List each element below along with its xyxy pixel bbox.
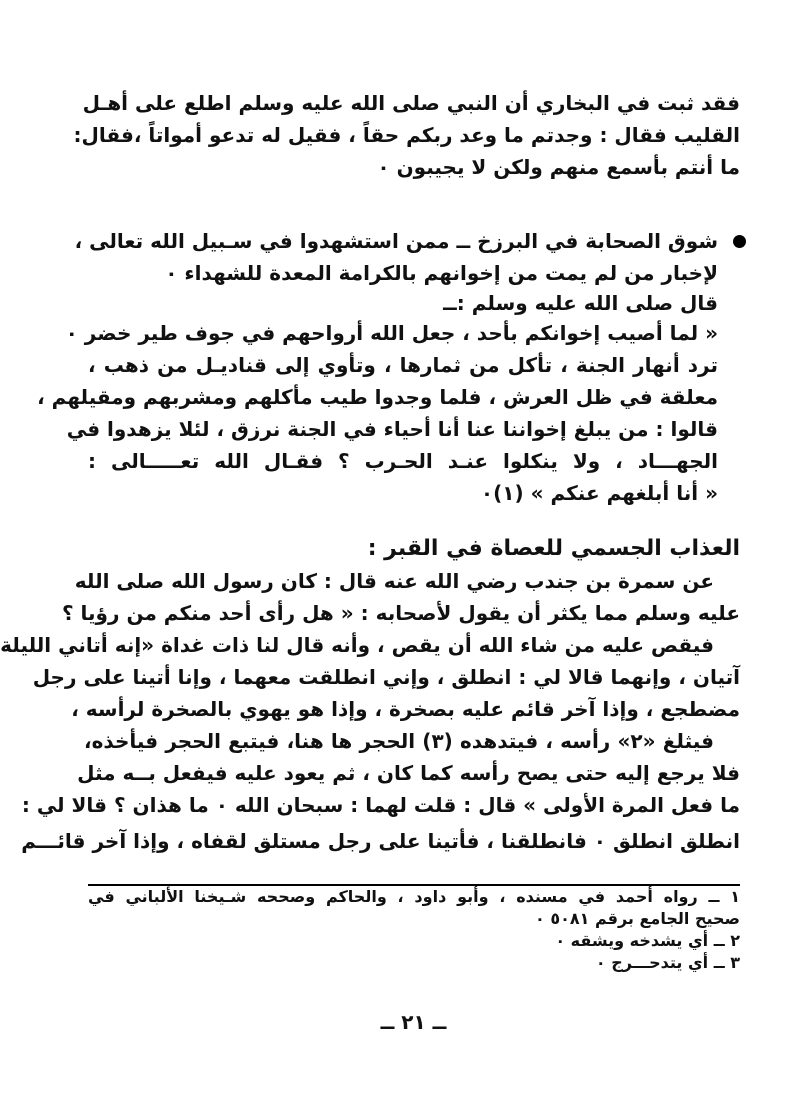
section-line-7: فلا يرجع إليه حتى يصح رأسه كما كان ، ثم يعود عليه فيفعل بــه مثل xyxy=(77,761,740,785)
footnote-2: ٢ ــ أي يشدخه ويشقه ٠ xyxy=(555,931,740,950)
paragraph-2-line-7: قالوا : من يبلغ إخواننا عنا أنا أحياء في الجنة نرزق ، لئلا يزهدوا في xyxy=(66,417,718,441)
section-line-5: مضطجع ، وإذا آخر قائم عليه بصخرة ، وإذا هو يهوي بالصخرة لرأسه ، xyxy=(71,697,740,721)
section-line-3: فيقص عليه من شاء الله أن يقص ، وأنه قال لنا ذات غداة «إنه أتاني الليلة xyxy=(0,633,714,657)
section-line-2: عليه وسلم مما يكثر أن يقول لأصحابه : « هل رأى أحد منكم من رؤيا ؟ xyxy=(61,601,740,625)
paragraph-2-line-4: « لما أصيب إخوانكم بأحد ، جعل الله أرواحهم في جوف طير خضر ٠ xyxy=(65,321,718,345)
bullet-icon xyxy=(733,235,746,248)
paragraph-2-line-1: شوق الصحابة في البرزخ ــ ممن استشهدوا في سـبيل الله تعالى ، xyxy=(74,229,718,253)
section-line-6: فيثلغ «٢» رأسه ، فيتدهده (٣) الحجر ها هنا، فيتبع الحجر فيأخذه، xyxy=(84,729,714,753)
section-line-4: آتيان ، وإنهما قالا لي : انطلق ، وإني انطلقت معهما ، وإنا أتينا على رجل xyxy=(32,665,740,689)
paragraph-1-line-1: فقد ثبت في البخاري أن النبي صلى الله عليه وسلم اطلع على أهـل xyxy=(82,91,740,115)
paragraph-2-line-8: الجهـــاد ، ولا ينكلوا عنـد الحـرب ؟ فقـال الله تعـــــالى : xyxy=(88,449,718,473)
paragraph-1-line-2: القليب فقال : وجدتم ما وعد ربكم حقاً ، فقيل له تدعو أمواتاً ،فقال: xyxy=(73,123,740,147)
footnote-1-line-1: ١ ــ رواه أحمد في مسنده ، وأبو داود ، والحاكم وصححه شـيخنا الألباني في xyxy=(88,887,740,906)
section-line-9: انطلق انطلق ٠ فانطلقنا ، فأتينا على رجل مستلق لقفاه ، وإذا آخر قائـــم xyxy=(21,829,740,853)
section-line-8: ما فعل المرة الأولى » قال : قلت لهما : سبحان الله ٠ ما هذان ؟ قالا لي : xyxy=(21,793,740,817)
section-line-1: عن سمرة بن جندب رضي الله عنه قال : كان رسول الله صلى الله xyxy=(74,569,714,593)
paragraph-2-line-5: ترد أنهار الجنة ، تأكل من ثمارها ، وتأوي إلى قناديـل من ذهب ، xyxy=(88,353,718,377)
page-number: ــ ٢١ ــ xyxy=(380,1010,447,1034)
footnote-3: ٣ ــ أي يتدحـــرج ٠ xyxy=(595,953,740,972)
paragraph-2-line-6: معلقة في ظل العرش ، فلما وجدوا طيب مأكلهم ومشربهم ومقيلهم ، xyxy=(37,385,718,409)
section-heading: العذاب الجسمي للعصاة في القبر : xyxy=(367,536,740,561)
paragraph-2-line-2: لإخبار من لم يمت من إخوانهم بالكرامة المعدة للشهداء ٠ xyxy=(165,261,718,285)
paragraph-2-line-3: قال صلى الله عليه وسلم :ــ xyxy=(443,291,718,315)
paragraph-2-line-9: « أنا أبلغهم عنكم » (١)٠ xyxy=(480,481,718,505)
paragraph-1-line-3: ما أنتم بأسمع منهم ولكن لا يجيبون ٠ xyxy=(377,155,740,179)
footnote-1-line-2: صحيح الجامع برقم ٥٠٨١ ٠ xyxy=(534,909,740,928)
